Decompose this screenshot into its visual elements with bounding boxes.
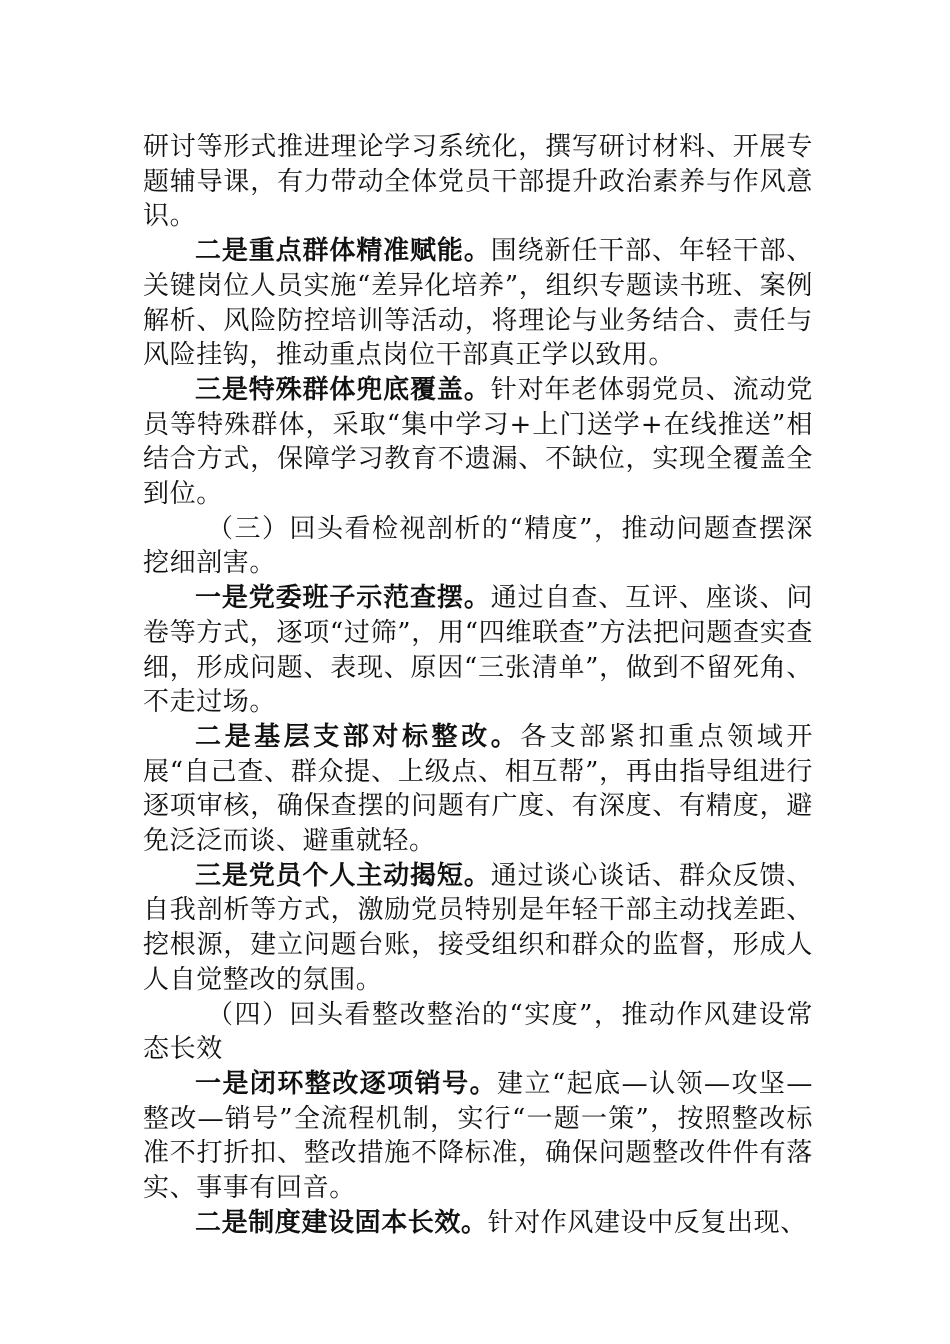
paragraph-text: 针对年老体弱党员、流动党员等特殊群体，采取“集中学习+上门送学+在线推送”相结合方式，保障学习教育不遗漏、不缺位，实现全覆盖全到位。: [143, 374, 813, 510]
paragraph-heading: 二是制度建设固本长效。: [195, 1207, 488, 1238]
paragraph-party-committee: [143, 581, 813, 720]
paragraph-heading: 三是特殊群体兜底覆盖。: [195, 374, 491, 405]
paragraph-text: 研讨等形式推进理论学习系统化，撰写研讨材料、开展专题辅导课，有力带动全体党员干部提升政治素养与作风意识。: [143, 132, 813, 232]
paragraph-heading: 一是闭环整改逐项销号。: [195, 1068, 498, 1099]
paragraph-institution-building: [143, 1206, 813, 1241]
paragraph-individual-members: [143, 859, 813, 998]
paragraph-key-groups: [143, 234, 813, 373]
paragraph-heading: 二是重点群体精准赋能。: [195, 236, 491, 267]
paragraph-special-groups: [143, 373, 813, 512]
section-heading-4: [143, 998, 813, 1067]
document-body: [143, 130, 813, 1241]
paragraph-closed-loop: [143, 1067, 813, 1206]
section-heading-text: （四）回头看整改整治的“实度”，推动作风建设常态长效: [143, 999, 813, 1065]
paragraph-heading: 二是基层支部对标整改。: [195, 721, 521, 752]
section-heading-text: （三）回头看检视剖析的“精度”，推动问题查摆深挖细剖害。: [143, 513, 813, 579]
paragraph-continuation: [143, 130, 813, 234]
paragraph-heading: 三是党员个人主动揭短。: [195, 860, 491, 891]
paragraph-heading: 一是党委班子示范查摆。: [195, 583, 491, 614]
paragraph-text: 围绕新任干部、年轻干部、关键岗位人员实施“差异化培养”，组织专题读书班、案例解析、风险防控培训等活动，将理论与业务结合、责任与风险挂钩，推动重点岗位干部真正学以致用。: [143, 236, 813, 371]
paragraph-text: 建立“起底—认领—攻坚—整改—销号”全流程机制，实行“一题一策”，按照整改标准不打折扣、整改措施不降标准，确保问题整改件件有落实、事事有回音。: [143, 1068, 813, 1204]
paragraph-text: 通过自查、互评、座谈、问卷等方式，逐项“过筛”，用“四维联查”方法把问题查实查细，形成问题、表现、原因“三张清单”，做到不留死角、不走过场。: [143, 583, 813, 718]
paragraph-text: 通过谈心谈话、群众反馈、自我剖析等方式，激励党员特别是年轻干部主动找差距、挖根源，建立问题台账，接受组织和群众的监督，形成人人自觉整改的氛围。: [143, 860, 813, 995]
section-heading-3: [143, 512, 813, 581]
paragraph-grassroots-branches: [143, 720, 813, 859]
paragraph-text: 针对作风建设中反复出现、: [487, 1207, 807, 1238]
paragraph-text: 各支部紧扣重点领域开展“自己查、群众提、上级点、相互帮”，再由指导组进行逐项审核，确保查摆的问题有广度、有深度、有精度，避免泛泛而谈、避重就轻。: [143, 721, 813, 857]
